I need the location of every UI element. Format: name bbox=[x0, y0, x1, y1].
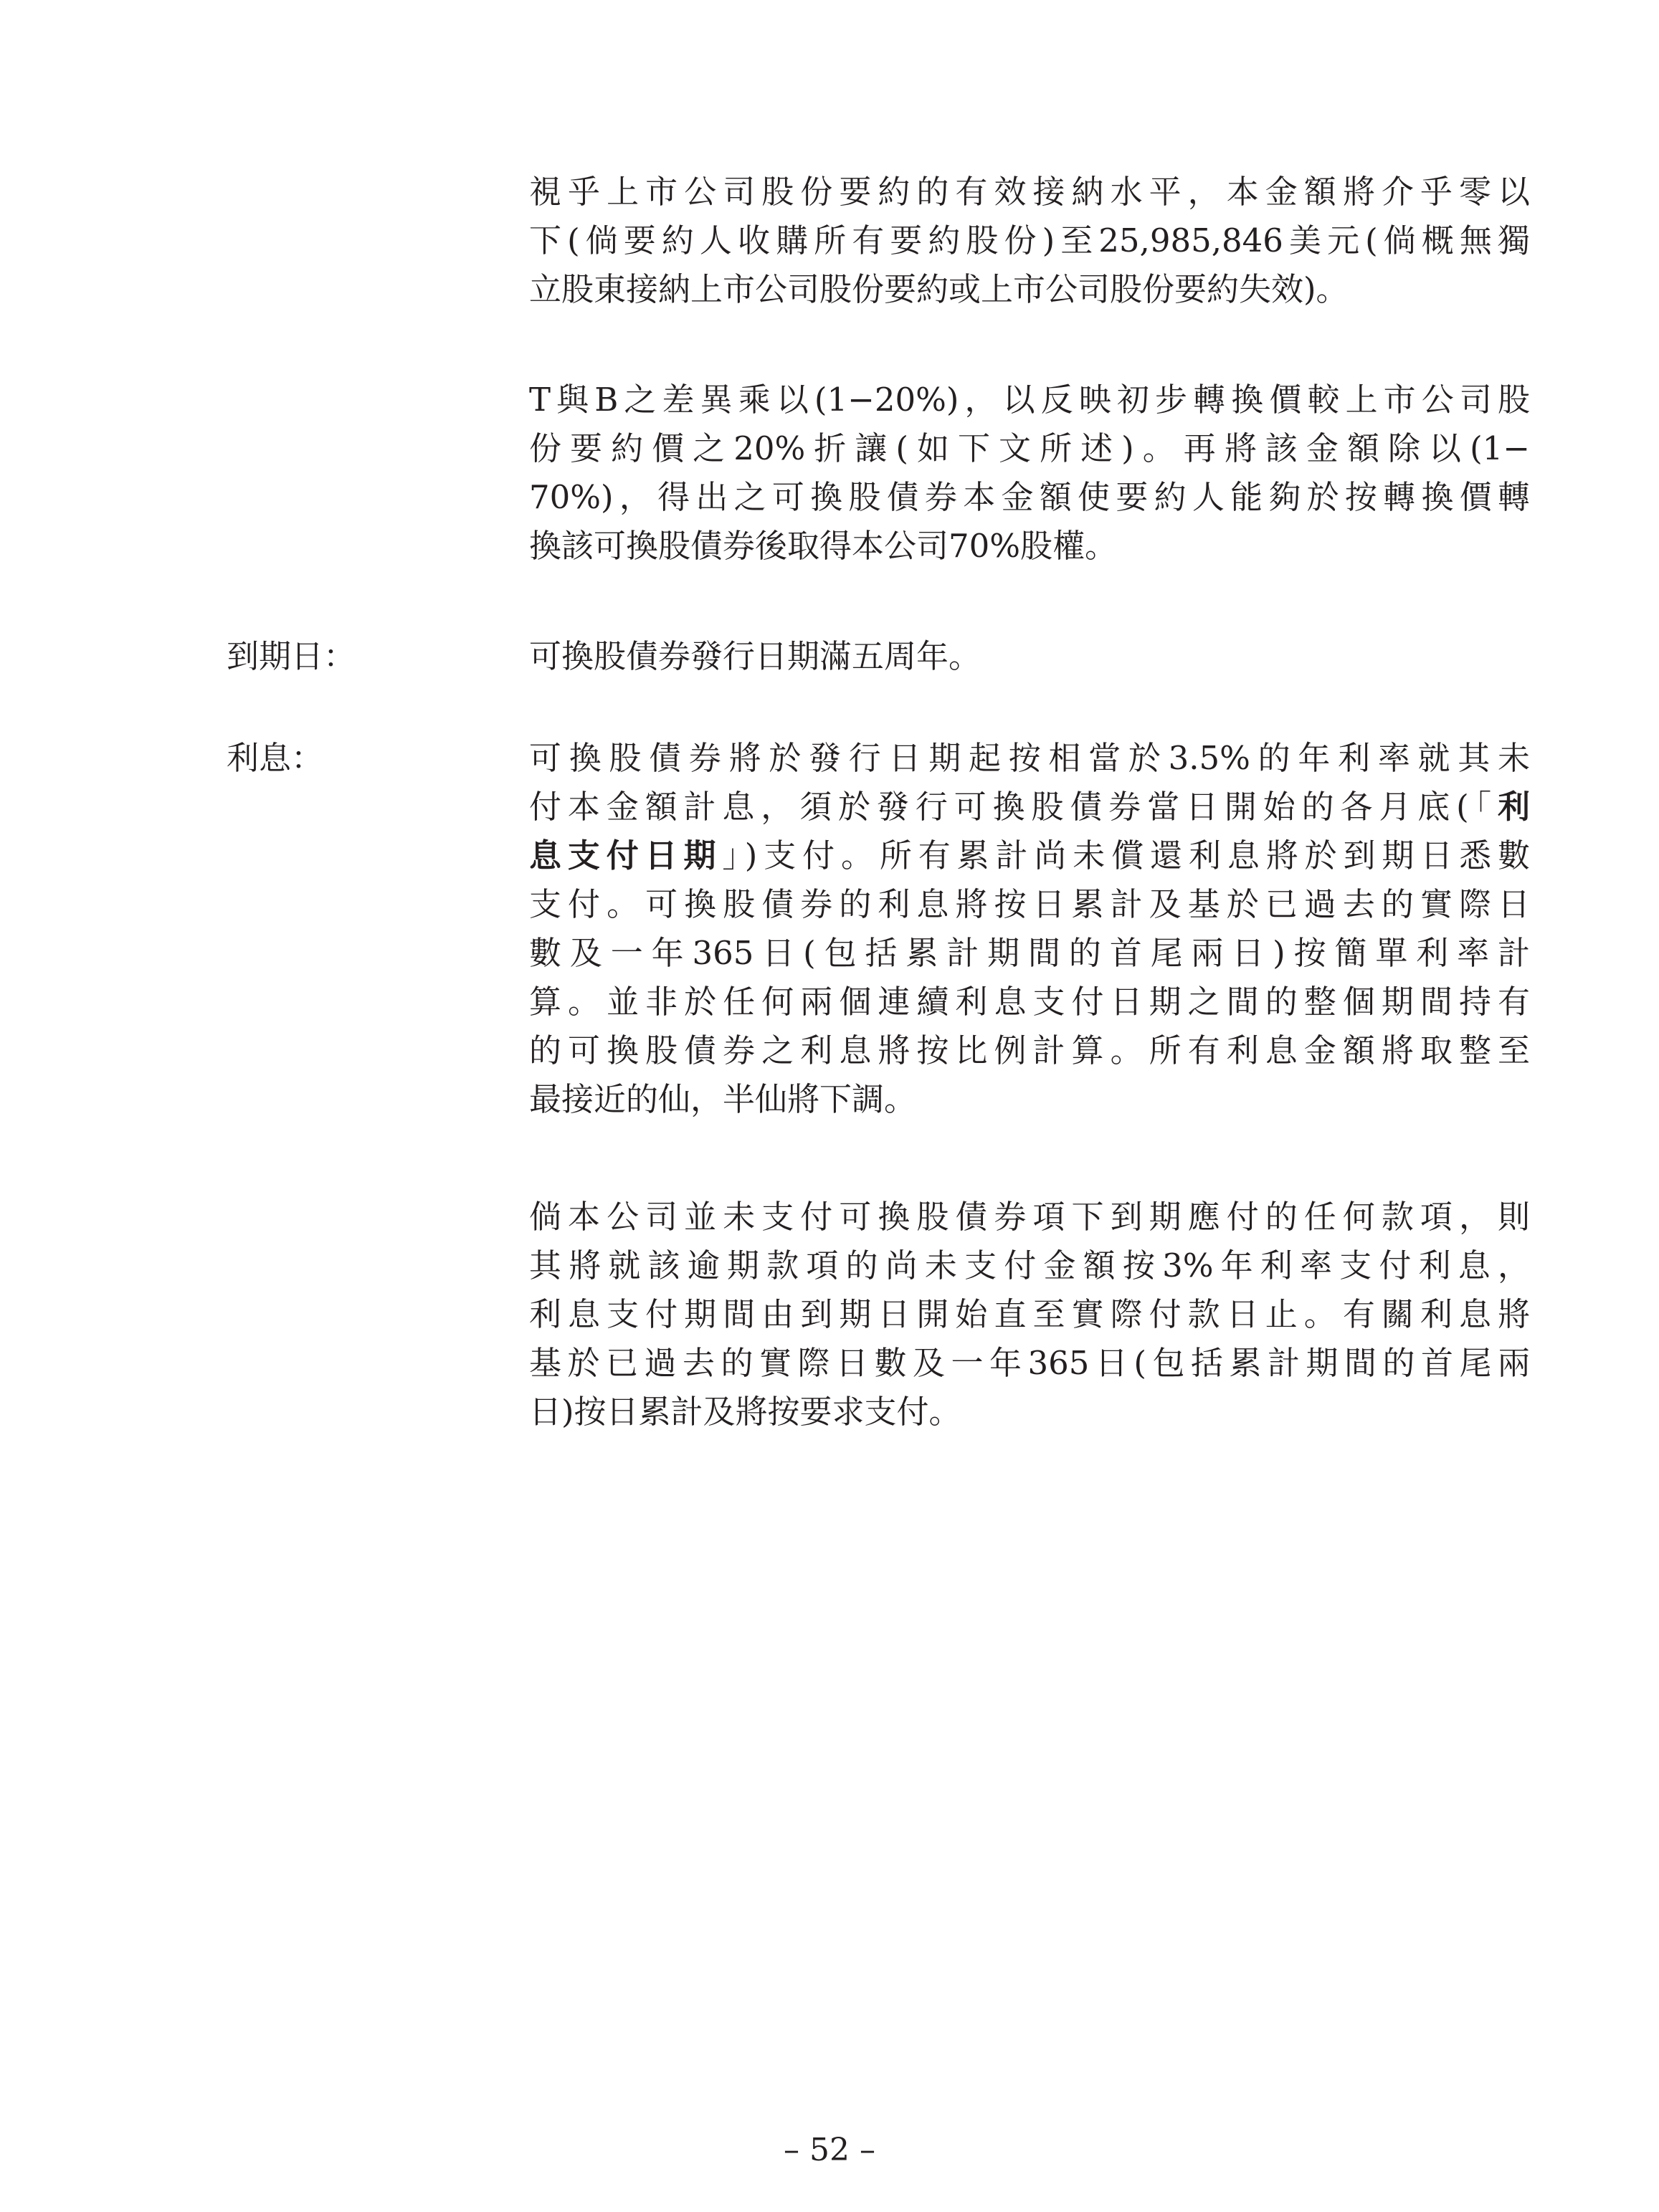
text-line: 倘本公司並未支付可換股債券項下到期應付的任何款項，則 bbox=[529, 1198, 1530, 1236]
defined-term: 息支付日期 bbox=[529, 836, 723, 874]
text-line: 數及一年365日(包括累計期間的首尾兩日)按簡單利率計 bbox=[529, 934, 1530, 972]
text-line: 付本金額計息，須於發行可換股債券當日開始的各月底(「利 bbox=[529, 788, 1530, 826]
text-line: 立股東接納上市公司股份要約或上市公司股份要約失效)。 bbox=[529, 270, 1349, 308]
text-line: 最接近的仙，半仙將下調。 bbox=[529, 1080, 917, 1118]
text-line: 日)按日累計及將按要求支付。 bbox=[529, 1393, 961, 1431]
text-line: 換該可換股債券後取得本公司70%股權。 bbox=[529, 527, 1118, 565]
interest-label: 利息： bbox=[227, 739, 324, 777]
continuation-paragraph-1 bbox=[529, 168, 1530, 314]
text-line: 基於已過去的實際日數及一年365日(包括累計期間的首尾兩 bbox=[529, 1344, 1530, 1382]
text-line: 息支付日期」)支付。所有累計尚未償還利息將於到期日悉數 bbox=[529, 836, 1530, 874]
interest-paragraph-1 bbox=[529, 734, 1530, 1124]
interest-paragraph-2 bbox=[529, 1193, 1530, 1436]
text-line: 算。並非於任何兩個連續利息支付日期之間的整個期間持有 bbox=[529, 983, 1530, 1021]
text-line: 70%)，得出之可換股債券本金額使要約人能夠於按轉換價轉 bbox=[529, 478, 1530, 516]
maturity-date-paragraph bbox=[529, 632, 1530, 681]
text-line: 可換股債券將於發行日期起按相當於3.5%的年利率就其未 bbox=[529, 739, 1530, 777]
text-line: 視乎上市公司股份要約的有效接納水平，本金額將介乎零以 bbox=[529, 173, 1530, 211]
text-line: 份要約價之20%折讓(如下文所述)。再將該金額除以(1− bbox=[529, 429, 1530, 467]
text-line: T與B之差異乘以(1−20%)，以反映初步轉換價較上市公司股 bbox=[529, 381, 1530, 419]
text-line: 下(倘要約人收購所有要約股份)至25,985,846美元(倘概無獨 bbox=[529, 221, 1530, 259]
text-line: 其將就該逾期款項的尚未支付金額按3%年利率支付利息， bbox=[529, 1246, 1530, 1284]
page-number: – 52 – bbox=[784, 2132, 875, 2168]
text-line: 利息支付期間由到期日開始直至實際付款日止。有關利息將 bbox=[529, 1295, 1530, 1333]
text-line: 支付。可換股債券的利息將按日累計及基於已過去的實際日 bbox=[529, 885, 1530, 923]
defined-term: 利 bbox=[1497, 788, 1530, 826]
continuation-paragraph-2 bbox=[529, 376, 1530, 571]
text-line: 可換股債券發行日期滿五周年。 bbox=[529, 637, 981, 675]
text-line: 的可換股債券之利息將按比例計算。所有利息金額將取整至 bbox=[529, 1031, 1530, 1069]
maturity-date-label: 到期日： bbox=[227, 637, 356, 675]
